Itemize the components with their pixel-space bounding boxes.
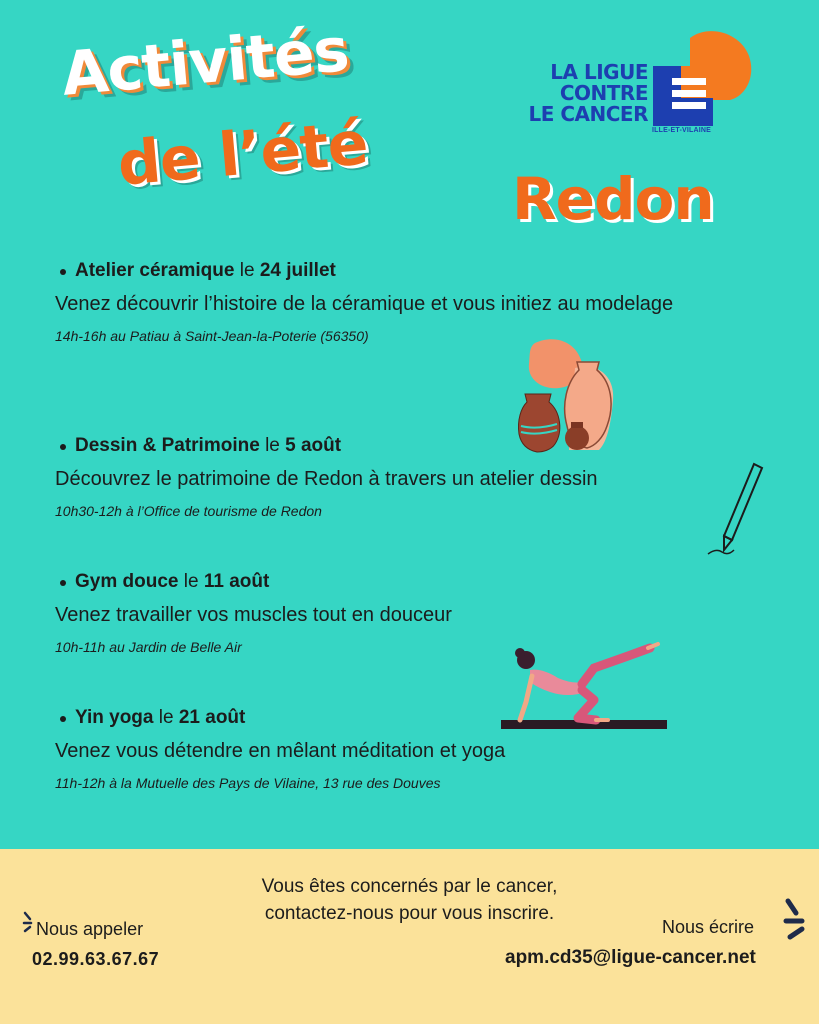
activity-name: Gym douce [75, 571, 179, 592]
logo-subtitle: ILLE-ET-VILAINE [652, 127, 711, 134]
activity-name: Atelier céramique [75, 260, 235, 281]
activity-heading [75, 431, 755, 461]
activity-connector: le [239, 260, 255, 281]
activity-name: Yin yoga [75, 707, 154, 728]
title-line-1: Activités [58, 15, 351, 110]
activity-description: Découvrez le patrimoine de Redon à travers un atelier dessin [55, 468, 598, 490]
city-title: Redon [512, 165, 714, 233]
pencil-icon [702, 460, 772, 560]
activity-connector: le [265, 435, 280, 456]
footer-message-line-1: Vous êtes concernés par le cancer, [261, 876, 558, 897]
title-line-2: de l’été [114, 108, 371, 200]
footer-panel [0, 849, 819, 1024]
logo-line-3: LE CANCER [528, 102, 648, 126]
activity-description: Venez travailler vos muscles tout en douceur [55, 604, 452, 626]
activity-description: Venez vous détendre en mêlant méditation et yoga [55, 740, 506, 762]
yoga-woman-icon [498, 640, 673, 735]
activity-place: 10h30-12h à l’Office de tourisme de Redon [55, 503, 322, 519]
activity-heading [75, 567, 755, 597]
write-label: Nous écrire [662, 917, 755, 937]
activity-connector: le [183, 571, 199, 592]
activity-item [55, 256, 755, 349]
logo-wordmark [508, 62, 648, 125]
activity-item [55, 431, 755, 524]
activity-place: 14h-16h au Patiau à Saint-Jean-la-Poterie (56350) [55, 328, 369, 344]
activity-connector: le [158, 707, 174, 728]
activity-name: Dessin & Patrimoine [75, 435, 260, 456]
footer-message-line-2: contactez-nous pour vous inscrire. [264, 903, 555, 924]
activity-date: 24 juillet [259, 260, 336, 281]
accent-lines-icon [782, 897, 810, 941]
pottery-vases-icon [515, 338, 620, 456]
activity-date: 21 août [178, 707, 246, 728]
activity-date: 5 août [285, 435, 342, 456]
call-label: Nous appeler [36, 919, 144, 939]
activity-heading [75, 256, 755, 286]
activity-place: 11h-12h à la Mutuelle des Pays de Vilaine, 13 rue des Douves [55, 775, 441, 791]
ligue-logo-icon [650, 30, 752, 128]
logo-line-2: CONTRE [559, 81, 648, 105]
activity-place: 10h-11h au Jardin de Belle Air [55, 639, 242, 655]
activity-date: 11 août [203, 571, 270, 592]
email-address[interactable]: apm.cd35@ligue-cancer.net [505, 947, 756, 968]
phone-number[interactable]: 02.99.63.67.67 [32, 949, 160, 969]
activity-description: Venez découvrir l’histoire de la céramique et vous initiez au modelage [55, 293, 674, 315]
logo-line-1: LA LIGUE [550, 60, 648, 84]
